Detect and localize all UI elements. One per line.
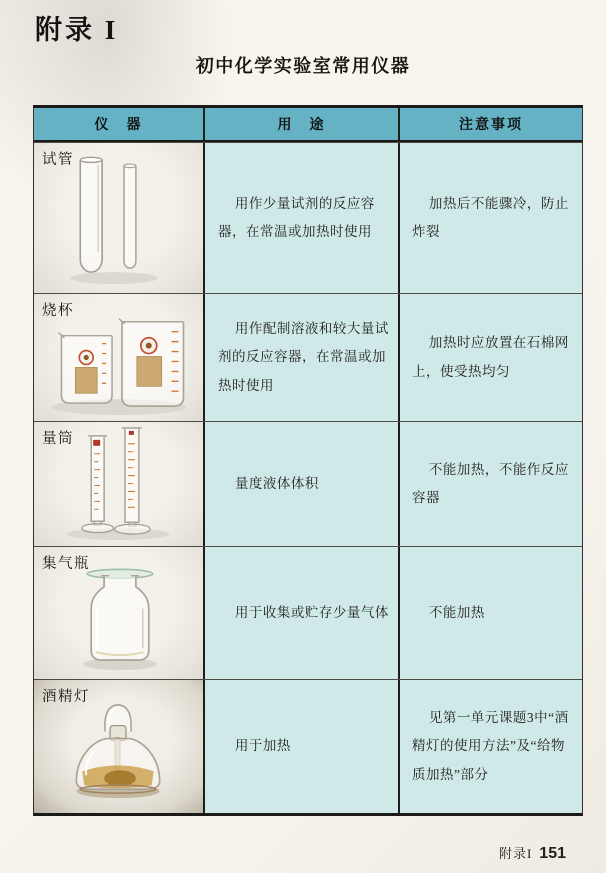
caution-text: 不能加热，不能作反应容器 <box>412 461 569 505</box>
table-row <box>34 142 582 293</box>
caution-text: 加热时应放置在石棉网上，使受热均匀 <box>412 335 569 379</box>
usage-cell <box>203 680 398 813</box>
usage-cell <box>203 143 398 293</box>
header-usage: 用 途 <box>203 108 398 140</box>
instrument-label: 量筒 <box>42 431 74 447</box>
caution-cell <box>398 294 582 421</box>
table-row <box>34 421 582 546</box>
caution-text: 见第一单元课题3中“酒精灯的使用方法”及“给物质加热”部分 <box>412 710 569 782</box>
usage-cell <box>203 294 398 421</box>
table-row <box>34 679 582 813</box>
table-header-row <box>34 108 582 142</box>
page-title: 初中化学实验室常用仪器 <box>195 56 411 76</box>
instrument-cell-graduated-cylinder <box>34 422 203 546</box>
header-caution: 注意事项 <box>398 108 582 140</box>
instrument-cell-test-tube <box>34 143 203 293</box>
instrument-cell-alcohol-lamp <box>34 680 203 813</box>
page-footer <box>499 843 566 863</box>
caution-cell <box>398 143 582 293</box>
caution-cell <box>398 680 582 813</box>
header-instrument: 仪 器 <box>34 108 203 140</box>
caution-cell <box>398 422 582 546</box>
appendix-heading: 附录 I <box>35 15 119 45</box>
usage-cell <box>203 547 398 679</box>
usage-text: 用于加热 <box>234 738 291 754</box>
instrument-label: 酒精灯 <box>42 689 90 705</box>
caution-text: 不能加热 <box>428 604 485 620</box>
caution-text: 加热后不能骤冷，防止炸裂 <box>412 195 569 239</box>
table-row <box>34 293 582 421</box>
instrument-table <box>33 105 583 816</box>
instrument-label: 试管 <box>42 152 74 168</box>
instrument-cell-gas-bottle <box>34 547 203 679</box>
footer-section-label: 附录I <box>498 846 533 861</box>
instrument-label: 集气瓶 <box>42 556 90 572</box>
usage-text: 用作少量试剂的反应容器，在常温或加热时使用 <box>218 195 375 239</box>
usage-text: 用作配制溶液和较大量试剂的反应容器，在常温或加热时使用 <box>218 321 389 393</box>
instrument-cell-beaker <box>34 294 203 421</box>
instrument-label: 烧杯 <box>42 303 74 319</box>
caution-cell <box>398 547 582 679</box>
table-row <box>34 546 582 679</box>
footer-page-number: 151 <box>539 845 566 862</box>
usage-text: 用于收集或贮存少量气体 <box>234 604 389 620</box>
usage-text: 量度液体体积 <box>234 475 319 491</box>
usage-cell <box>203 422 398 546</box>
